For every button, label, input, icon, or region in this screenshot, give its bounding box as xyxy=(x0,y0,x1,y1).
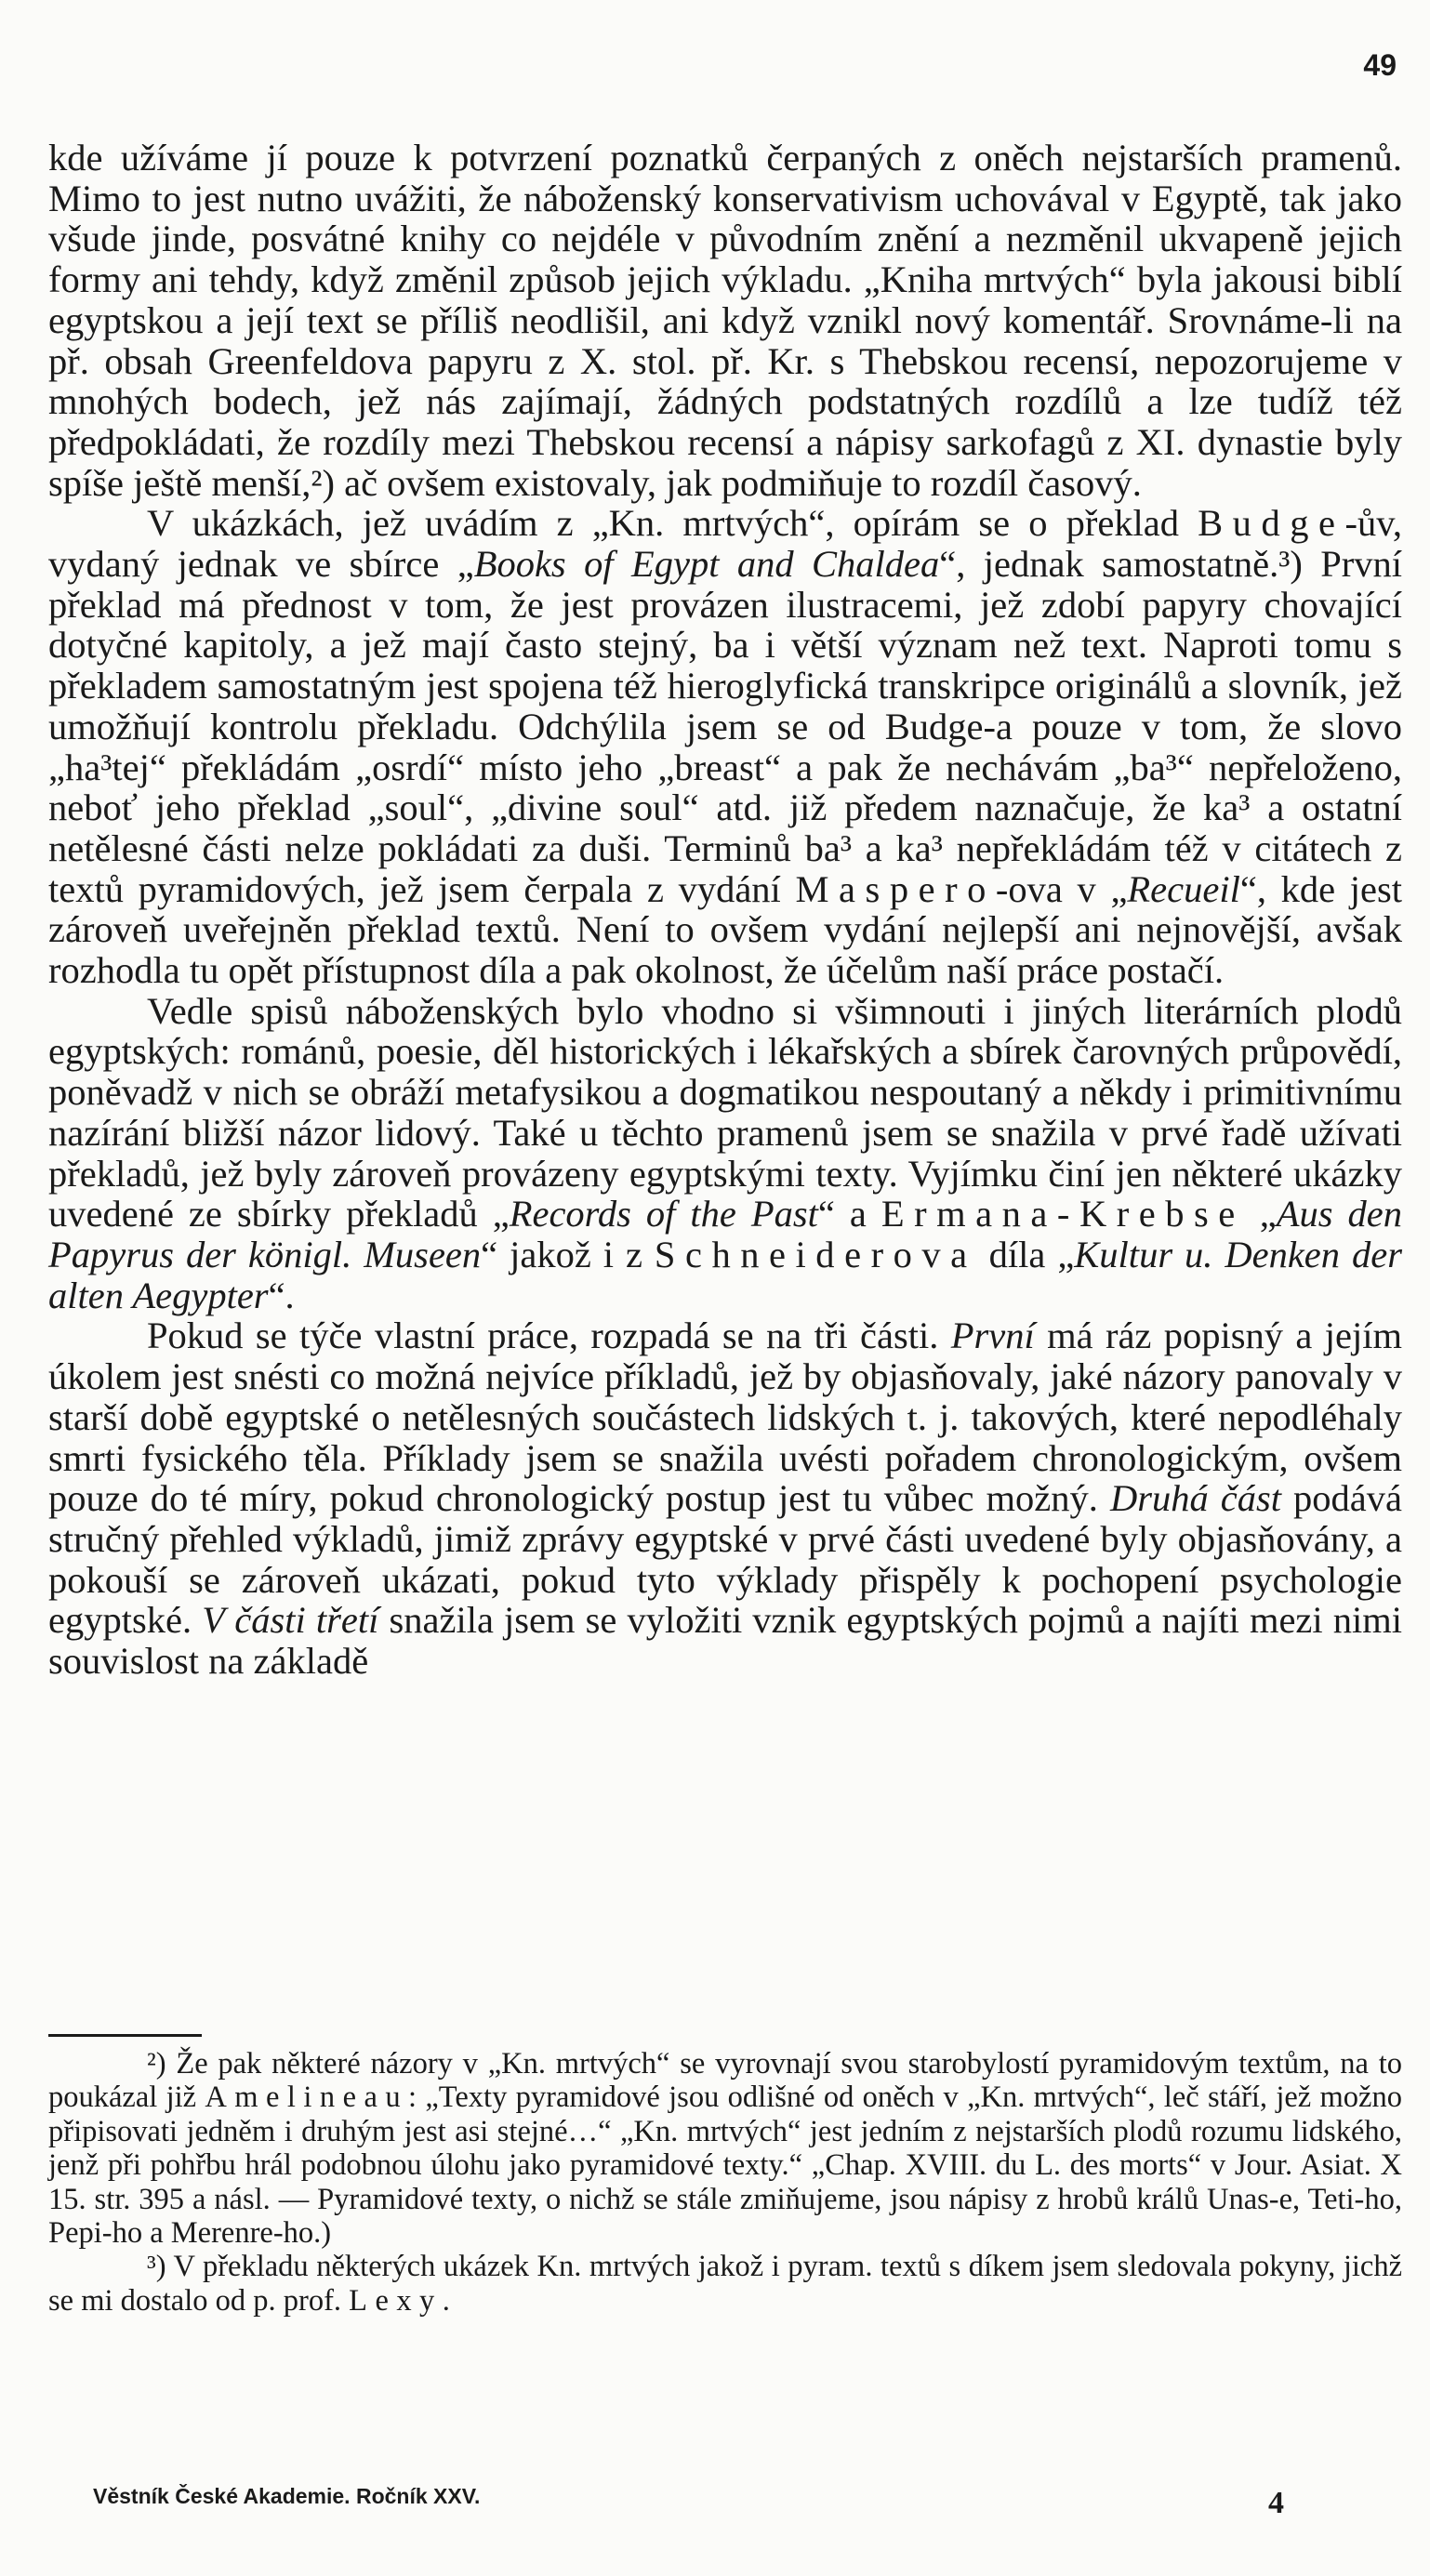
book-title: Recueil xyxy=(1127,867,1240,910)
emphasis: V části třetí xyxy=(202,1599,379,1642)
page-number: 49 xyxy=(1363,48,1397,82)
footnote-divider xyxy=(48,2034,202,2037)
author-name-budge: Budge xyxy=(1198,502,1345,545)
paragraph-3: Vedle spisů náboženských bylo vhodno si všimnouti i jiných literárních plodů egyptských: románů, poesie, děl historických i lékařských a sbírek čarovných průpovědí, poněvadž v nich se obráží metafysikou a dogmatikou nespoutaný a někdy i primitivnímu nazírání bližší názor lidový. Také u těchto pramenů jsem se snažila v prvé řadě užívati překladů, jež byly zároveň provázeny egyptskými texty. Vyjímku činí jen některé ukázky uvedené ze sbírky překladů „Records of the Past“ a Ermana-Krebse „Aus den Papyrus der königl. Museen“ jakož i z Schneiderova díla „Kultur u. Denken der alten Aegypter“. xyxy=(48,989,1403,1316)
author-name-schneider: Schneiderova xyxy=(654,1233,977,1275)
author-name-maspero: Maspero xyxy=(795,867,996,910)
footnotes xyxy=(48,2047,1402,2318)
footnote-3: ³) V překladu některých ukázek Kn. mrtvých jakož i pyram. textů s díkem jsem sledovala pokyny, jichž se mi dostalo od p. prof. Lexy. xyxy=(48,2250,1402,2318)
author-name-amelineau: Amelineau xyxy=(205,2081,409,2115)
paragraph-2: V ukázkách, jež uvádím z „Kn. mrtvých“, opírám se o překlad Budge-ův, vydaný jednak ve sbírce „Books of Egypt and Chaldea“, jednak samostatně.³) První překlad má přednost v tom, že jest provázen ilustracemi, jež zdobí papyry chovající dotyčné kapitoly, a jež mají často stejný, ba i větší význam než text. Naproti tomu s překladem samostatným jest spojena též hieroglyfická transkripce originálů a slovník, jež umožňují kontrolu překladu. Odchýlila jsem se od Budge-a pouze v tom, že slovo „ha³tej“ překládám „osrdí“ místo jeho „breast“ a pak že nechávám „ba³“ nepřeloženo, neboť jeho překlad „soul“, „divine soul“ atd. již předem naznačuje, že ka³ a ostatní netělesné části nelze pokládati za duši. Terminů ba³ a ka³ nepřekládám též v citátech z textů pyramidových, jež jsem čerpala z vydání Maspero-ova v „Recueil“, kde jest zároveň uveřejněn překlad textů. Není to ovšem vydání nejlepší ani nejnovější, avšak rozhodla tu opět přístupnost díla a pak okolnost, že účelům naší práce postačí. xyxy=(48,502,1403,992)
body-text xyxy=(48,138,1402,1682)
book-title: Records of the Past xyxy=(509,1193,818,1235)
journal-footer: Věstník České Akademie. Ročník XXV. xyxy=(93,2484,481,2508)
paragraph-4: Pokud se týče vlastní práce, rozpadá se na tři části. První má ráz popisný a jejím úkolem jest snésti co možná nejvíce příkladů, jež by objasňovaly, jaké názory panovaly v starší době egyptské o netělesných součástech lidských t. j. takových, které nepodléhaly smrti fysického těla. Příklady jsem se snažila uvésti pořadem chronologickým, ovšem pouze do té míry, pokud chronologický postup jest tu vůbec možný. Druhá část podává stručný přehled výkladů, jimiž zprávy egyptské v prvé části uvedené byly objasňovány, a pokouší se zároveň ukázati, pokud tyto výklady přispěly k pochopení psychologie egyptské. V části třetí snažila jsem se vyložiti vznik egyptských pojmů a najíti mezi nimi souvislost na základě xyxy=(48,1314,1403,1683)
book-title: Kultur u. Denken der alten Aegypter xyxy=(48,1233,1402,1316)
book-title: Aus den Papyrus der königl. Museen xyxy=(48,1193,1403,1275)
book-title: Books of Egypt and Chaldea xyxy=(473,543,940,586)
footnote-2: ²) Že pak některé názory v „Kn. mrtvých“ se vyrovnají svou starobylostí pyramidovým textům, na to poukázal již Amelineau: „Texty pyramidové jsou odlišné od oněch v „Kn. mrtvých“, leč stáří, jež možno připisovati jedněm i druhým jest asi stejné…“ „Kn. mrtvých“ jest jedním z nejstarších plodů rozumu lidského, jenž při pohřbu hrál podobnou úlohu jako pyramidové texty.“ „Chap. XVIII. du L. des morts“ v Jour. Asiat. X 15. str. 395 a násl. — Pyramidové texty, o nichž se stále zmiňujeme, jsou nápisy z hrobů králů Unas-e, Teti-ho, Pepi-ho a Merenre-ho.) xyxy=(48,2047,1402,2251)
emphasis: Druhá část xyxy=(1109,1477,1281,1520)
sheet-number: 4 xyxy=(1268,2486,1284,2520)
author-name-erman-krebs: Ermana-Krebse xyxy=(881,1193,1245,1235)
emphasis: První xyxy=(950,1314,1035,1357)
paragraph-1: kde užíváme jí pouze k potvrzení poznatků čerpaných z oněch nejstarších pramenů. Mimo to jest nutno uvážiti, že náboženský konservativism uchovával v Egyptě, tak jako všude jinde, posvátné knihy co nejdéle v původním znění a nezměnil ukvapeně jejich formy ani tehdy, když změnil způsob jejich výkladu. „Kniha mrtvých“ byla jakousi biblí egyptskou a její text se příliš neodlišil, ani když vznikl nový komentář. Srovnáme-li na př. obsah Greenfeldova papyru z X. stol. př. Kr. s Thebskou recensí, nepozorujeme v mnohých bodech, jež nás zajímají, žádných podstatných rozdílů a lze tudíž též předpokládati, že rozdíly mezi Thebskou recensí a nápisy sarkofagů z XI. dynastie byly spíše ještě menší,²) ač ovšem existovaly, jak podmiňuje to rozdíl časový. xyxy=(48,137,1402,504)
author-name-lexa: Lexy xyxy=(349,2283,443,2318)
